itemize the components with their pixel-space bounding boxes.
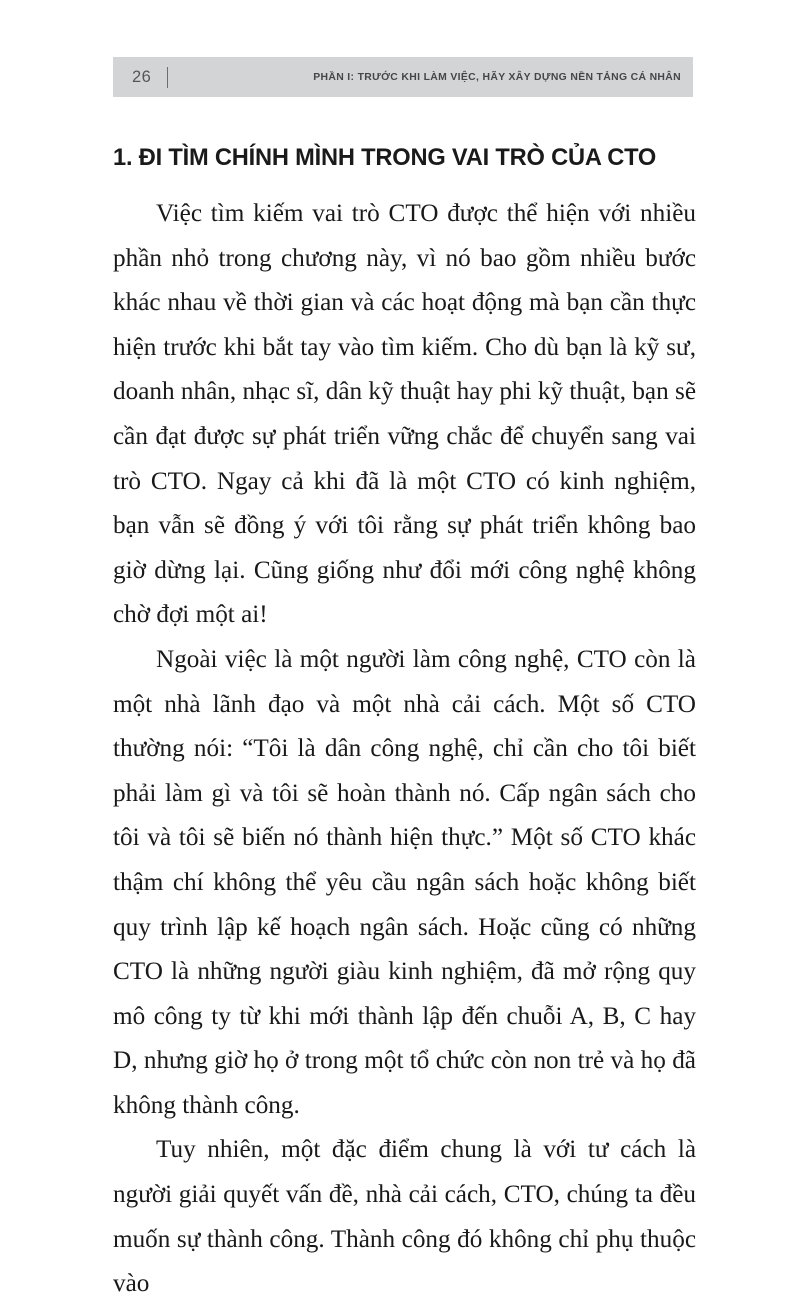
running-header-text: PHẦN I: TRƯỚC KHI LÀM VIỆC, HÃY XÂY DỰNG NỀN TẢNG CÁ NHÂN [313,71,681,83]
paragraph: Việc tìm kiếm vai trò CTO được thể hiện với nhiều phần nhỏ trong chương này, vì nó bao gồm nhiều bước khác nhau về thời gian và các hoạt động mà bạn cần thực hiện trước khi bắt tay vào tìm kiếm. Cho dù bạn là kỹ sư, doanh nhân, nhạc sĩ, dân kỹ thuật hay phi kỹ thuật, bạn sẽ cần đạt được sự phát triển vững chắc để chuyển sang vai trò CTO. Ngay cả khi đã là một CTO có kinh nghiệm, bạn vẫn sẽ đồng ý với tôi rằng sự phát triển không bao giờ dừng lại. Cũng giống như đổi mới công nghệ không chờ đợi một ai! [113,200,696,629]
body-text-block [113,192,696,1307]
page-number: 26 [132,67,152,86]
running-header-band [113,57,693,97]
chapter-title: 1. ĐI TÌM CHÍNH MÌNH TRONG VAI TRÒ CỦA CTO [113,144,657,172]
paragraph: Ngoài việc là một người làm công nghệ, CTO còn là một nhà lãnh đạo và một nhà cải cách. Một số CTO thường nói: “Tôi là dân công nghệ, chỉ cần cho tôi biết phải làm gì và tôi sẽ hoàn thành nó. Cấp ngân sách cho tôi và tôi sẽ biến nó thành hiện thực.” Một số CTO khác thậm chí không thể yêu cầu ngân sách hoặc không biết quy trình lập kế hoạch ngân sách. Hoặc cũng có những CTO là những người giàu kinh nghiệm, đã mở rộng quy mô công ty từ khi mới thành lập đến chuỗi A, B, C hay D, nhưng giờ họ ở trong một tổ chức còn non trẻ và họ đã không thành công. [113,645,696,1119]
paragraph: Tuy nhiên, một đặc điểm chung là với tư cách là người giải quyết vấn đề, nhà cải cách, CTO, chúng ta đều muốn sự thành công. Thành công đó không chỉ phụ thuộc vào [113,1136,696,1298]
